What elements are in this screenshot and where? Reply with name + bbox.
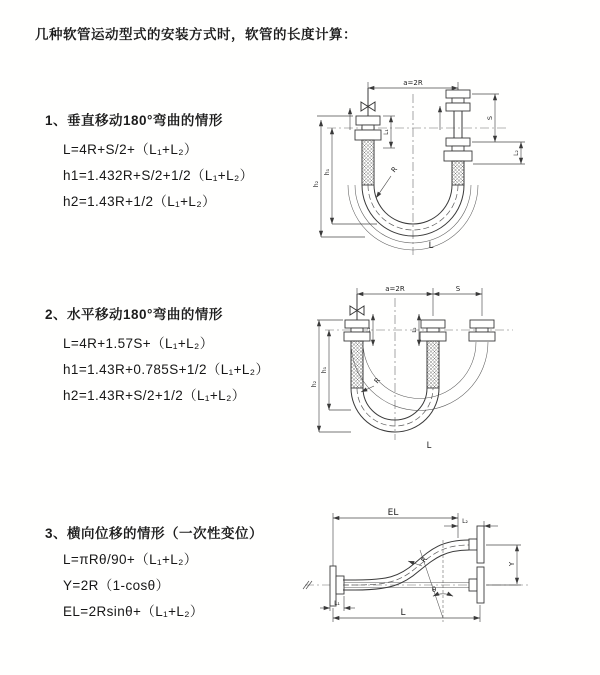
dim-label-l2: L₂ xyxy=(513,150,520,156)
radius-label-r: R xyxy=(419,555,430,565)
hose-moved-outer-arc xyxy=(351,342,488,411)
radius-label-r: R xyxy=(372,376,383,386)
braided-hose-right xyxy=(452,161,464,185)
diagram-horizontal-180-bend xyxy=(305,278,585,456)
section-1-formula-2: h1=1.432R+S/2+1/2（L₁+L₂） xyxy=(63,168,254,183)
angle-label-theta: θ xyxy=(431,586,437,594)
dim-label-l: L xyxy=(400,608,406,618)
right-end-fitting-upper xyxy=(446,88,470,111)
hose-wall-top xyxy=(343,540,469,580)
braided-hose-left xyxy=(351,341,363,388)
section-2-formula-2: h1=1.43R+0.785S+1/2（L₁+L₂） xyxy=(63,362,270,377)
middle-end-fitting xyxy=(420,320,446,341)
right-end-fitting-lower xyxy=(444,138,472,161)
dim-label-y: Y xyxy=(508,561,516,567)
section-1-formula-3: h2=1.43R+1/2（L₁+L₂） xyxy=(63,194,216,209)
displaced-position-flange xyxy=(469,526,484,563)
dim-label-l2: L₂ xyxy=(462,518,468,525)
section-1-formula-1: L=4R+S/2+（L₁+L₂） xyxy=(63,142,198,157)
dim-label-s: S xyxy=(486,115,494,121)
diagram-lateral-displacement xyxy=(293,500,593,650)
section-3-formula-3: EL=2Rsinθ+（L₁+L₂） xyxy=(63,604,204,619)
section-2-formula-3: h2=1.43R+S/2+1/2（L₁+L₂） xyxy=(63,388,246,403)
left-end-fitting xyxy=(355,116,381,140)
section-2-heading: 2、水平移动180°弯曲的情形 xyxy=(45,307,223,322)
dim-label-h1: h₁ xyxy=(324,168,331,176)
moved-end-fitting xyxy=(469,320,495,341)
section-3-heading: 3、横向位移的情形（一次性变位） xyxy=(45,526,264,541)
dim-label-h1: h₁ xyxy=(321,366,328,374)
dim-label-a2r: a=2R xyxy=(385,285,405,293)
dim-label-l1: L₁ xyxy=(383,129,390,135)
dim-label-l2: L₂ xyxy=(412,327,418,333)
dim-label-s: S xyxy=(455,285,461,293)
length-label-l: L xyxy=(428,241,434,251)
length-label-l: L xyxy=(426,441,432,451)
section-3-formula-2: Y=2R（1-cosθ） xyxy=(63,578,170,593)
dim-label-h2: h₂ xyxy=(311,380,318,388)
page-title: 几种软管运动型式的安装方式时，软管的长度计算： xyxy=(35,27,357,42)
radius-label-r: R xyxy=(389,165,400,175)
dim-label-el: EL xyxy=(387,508,399,518)
section-3-formula-1: L=πRθ/90+（L₁+L₂） xyxy=(63,552,198,567)
hose-centerline xyxy=(343,545,469,585)
dim-label-l1: L₁ xyxy=(334,600,340,607)
section-1-heading: 1、垂直移动180°弯曲的情形 xyxy=(45,113,223,128)
original-position-flange xyxy=(469,567,484,603)
hose-moved-inner-arc xyxy=(363,342,476,399)
radius-leader-arrow xyxy=(408,561,422,566)
dim-label-a2r: a=2R xyxy=(403,79,423,87)
dim-label-h2: h₂ xyxy=(313,180,320,188)
diagram-vertical-180-bend xyxy=(305,72,560,260)
radius-leader-arrow xyxy=(376,176,391,198)
section-2-formula-1: L=4R+1.57S+（L₁+L₂） xyxy=(63,336,214,351)
dim-label-l1: L₁ xyxy=(366,327,372,333)
braided-hose-middle xyxy=(427,341,439,388)
braided-hose-left xyxy=(362,140,374,185)
